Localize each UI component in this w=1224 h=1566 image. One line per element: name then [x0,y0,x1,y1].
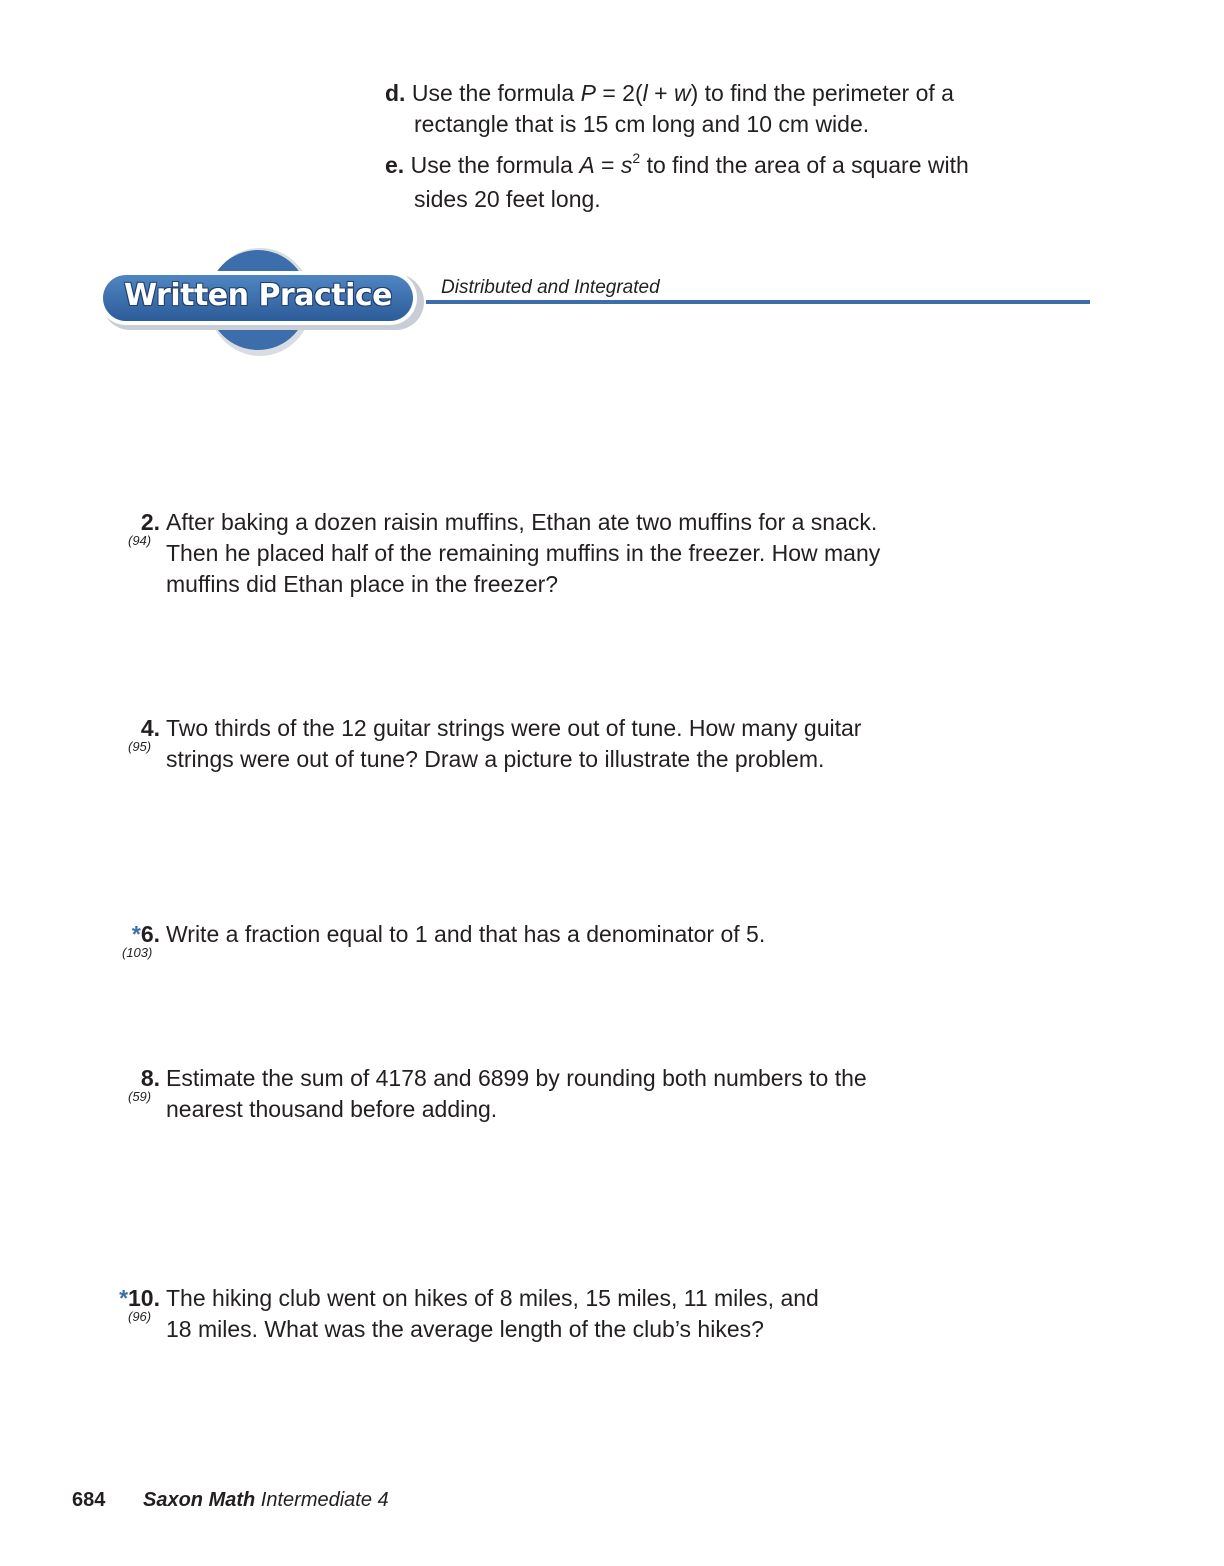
question-line: After baking a dozen raisin muffins, Ethan ate two muffins for a snack. [166,509,878,535]
math-var: P [580,80,596,106]
banner-rule [426,300,1090,304]
lesson-ref: (95) [128,739,152,754]
item-text: ) to find the perimeter of a [690,80,954,106]
item-label: d. [385,80,406,106]
lesson-ref: (96) [128,1309,152,1324]
question-line: Write a fraction equal to 1 and that has a denominator of 5. [166,921,766,947]
math-var: l [642,80,648,106]
item-text: to find the area of a square with [640,152,969,178]
question-text [166,1283,819,1345]
lesson-ref: (94) [128,533,152,548]
item-text-line2: sides 20 feet long. [414,186,601,212]
question-line: Estimate the sum of 4178 and 6899 by rounding both numbers to the [166,1065,867,1091]
math-text: = 2( [595,80,643,106]
question-line: nearest thousand before adding. [166,1096,498,1122]
math-text: + [647,80,674,106]
exponent: 2 [632,150,641,166]
question-number: *6. [131,921,160,947]
question-line: The hiking club went on hikes of 8 miles, 15 miles, 11 miles, and [166,1285,819,1311]
question-text [166,507,880,600]
page-number: 684 [72,1489,106,1511]
banner-subtitle: Distributed and Integrated [441,277,660,298]
question-line: muffins did Ethan place in the freezer? [166,571,559,597]
lesson-ref: (103) [122,945,153,960]
item-text: Use the formula [411,80,581,106]
question-line: strings were out of tune? Draw a picture to illustrate the problem. [166,746,825,772]
star-marker: * [131,921,141,947]
math-var: A [579,152,595,178]
question-text [166,1063,867,1125]
question-number: 8. [140,1065,160,1091]
question-number: 2. [140,509,160,535]
book-title-italic: Intermediate 4 [255,1489,389,1511]
question-line: Then he placed half of the remaining muffins in the freezer. How many [166,540,881,566]
question-text [166,713,861,775]
question-number: 4. [140,715,160,741]
star-marker: * [119,1285,129,1311]
question-line: Two thirds of the 12 guitar strings were out of tune. How many guitar [166,715,862,741]
question-number: *10. [119,1285,160,1311]
question-line: 18 miles. What was the average length of the club’s hikes? [166,1316,764,1342]
item-text: Use the formula [410,152,580,178]
book-title [143,1489,389,1512]
written-practice-banner [98,246,428,358]
question-text [166,919,765,950]
banner-title: Written Practice [123,278,393,313]
lesson-ref: (59) [128,1089,152,1104]
practice-item-e [385,150,1105,215]
practice-item-d [385,78,1105,140]
item-text-line2: rectangle that is 15 cm long and 10 cm wide. [414,111,870,137]
math-var: s [620,152,633,178]
book-title-bold: Saxon Math [143,1489,256,1511]
math-text: = [594,152,621,178]
item-label: e. [385,152,405,178]
math-var: w [673,80,691,106]
